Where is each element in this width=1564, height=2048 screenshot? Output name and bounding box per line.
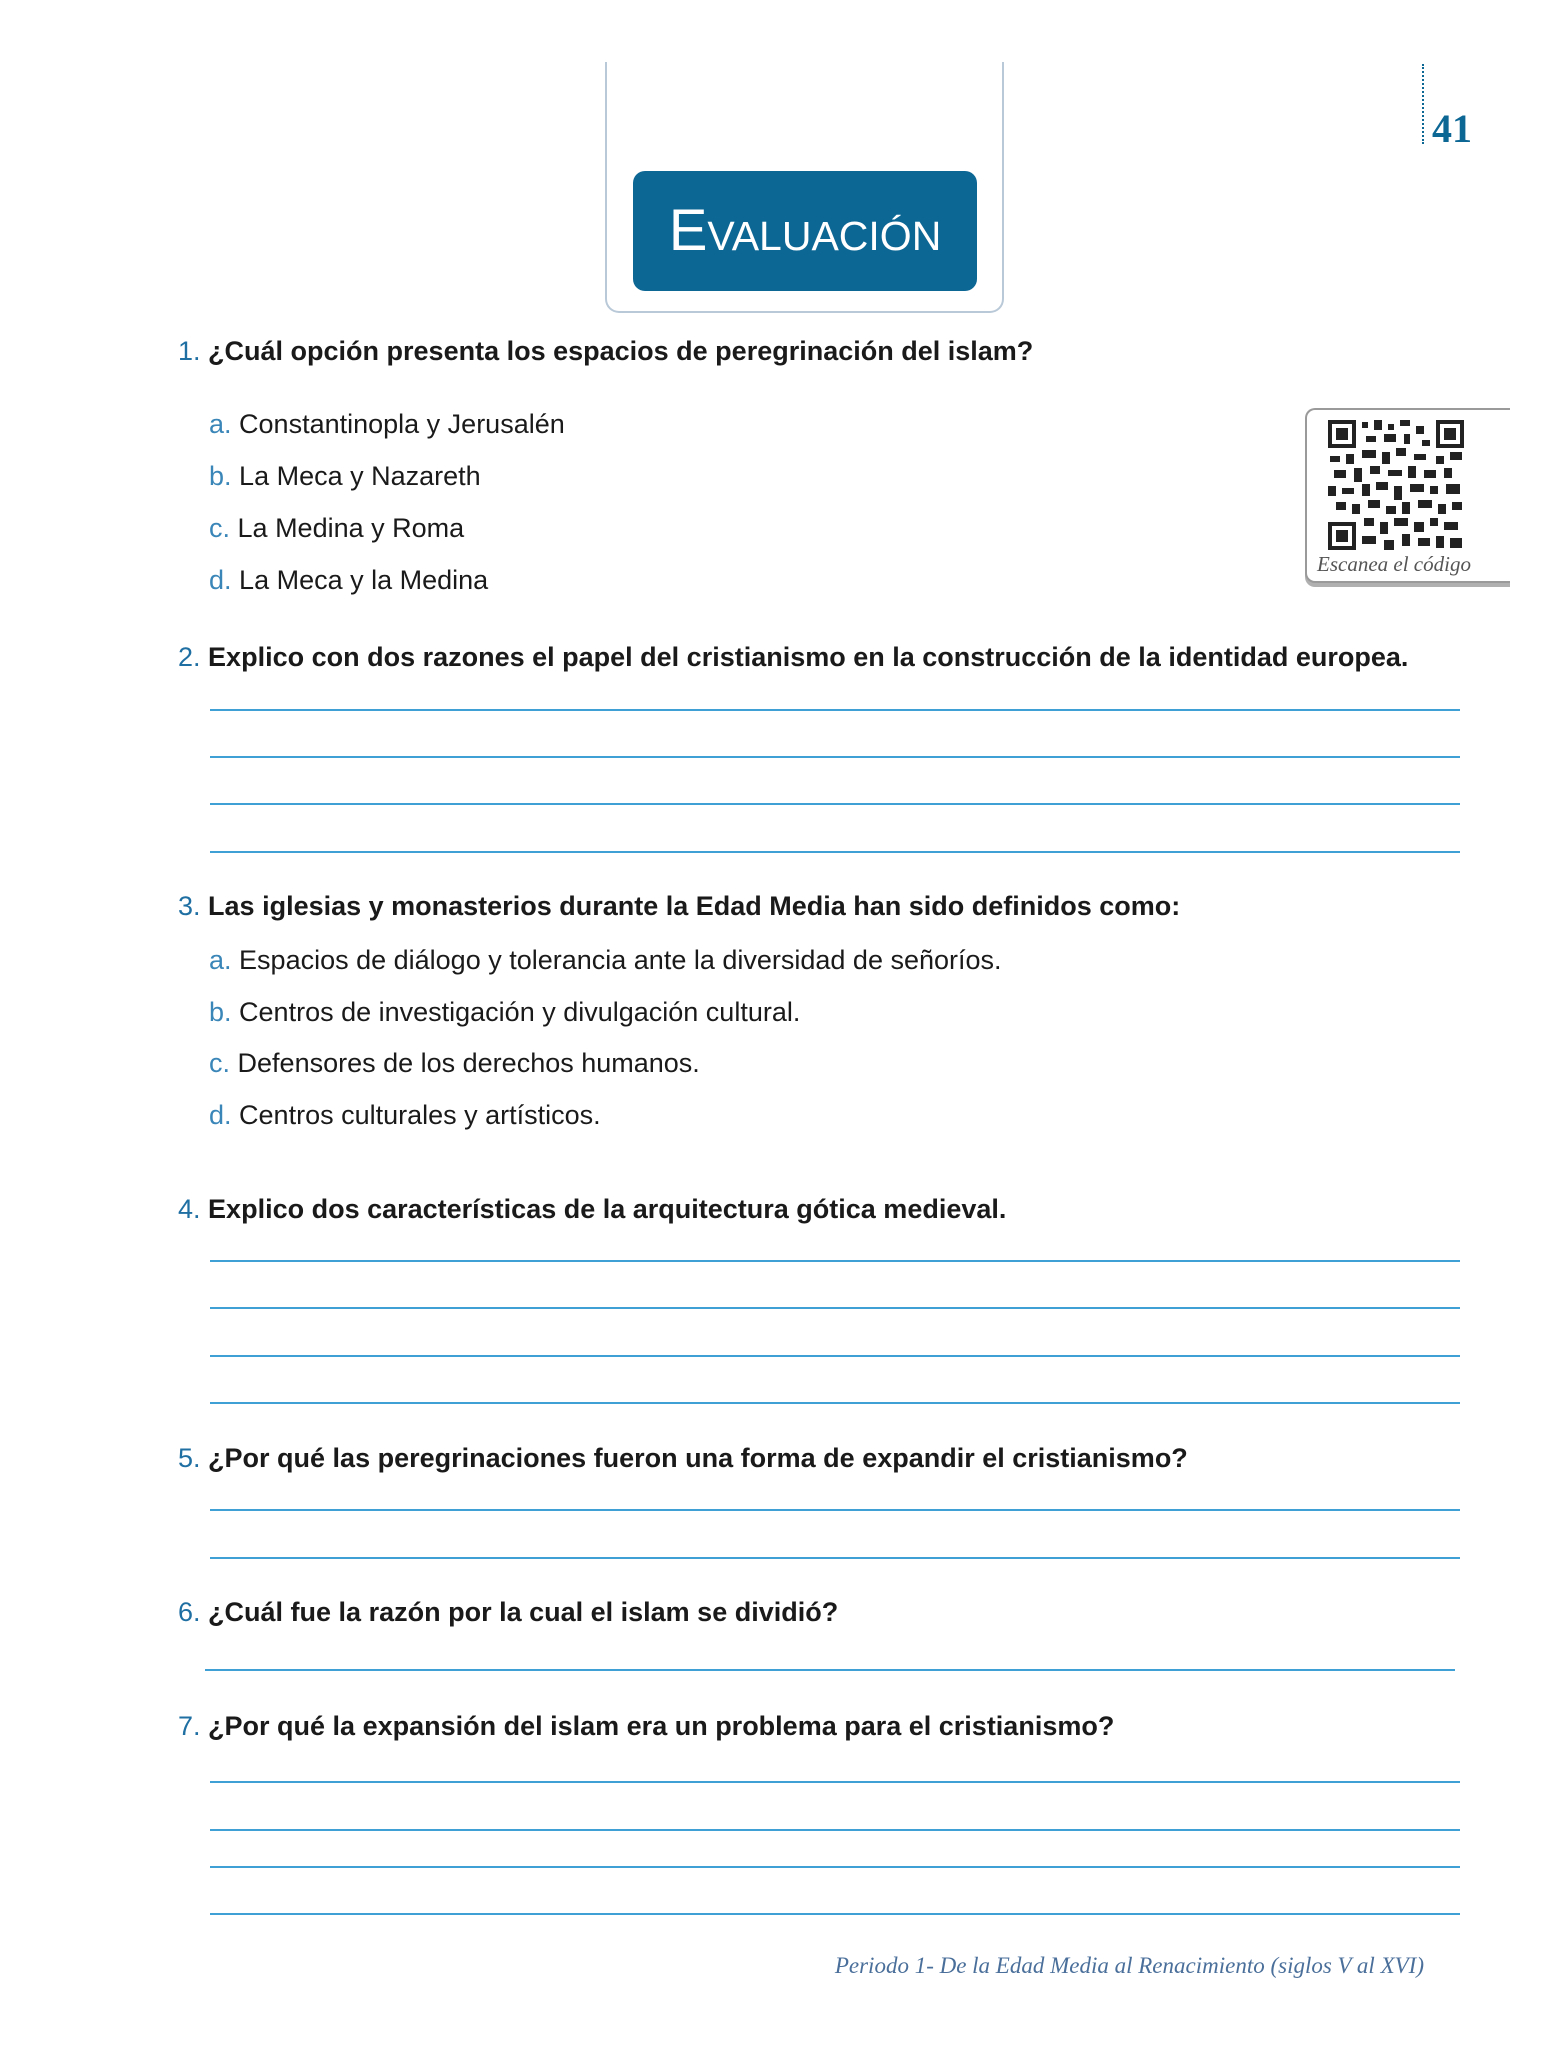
answer-line[interactable] — [210, 851, 1460, 853]
question-5 — [178, 1443, 1188, 1474]
question-7 — [178, 1711, 1114, 1742]
question-1 — [178, 336, 1033, 367]
option-letter: b. — [209, 997, 232, 1027]
option-letter: b. — [209, 461, 232, 491]
answer-line[interactable] — [210, 1402, 1460, 1404]
answer-line[interactable] — [210, 756, 1460, 758]
question-4 — [178, 1194, 1006, 1225]
option-letter: c. — [209, 513, 231, 543]
option-text: La Medina y Roma — [237, 513, 465, 543]
option-1a[interactable] — [209, 409, 565, 440]
answer-line[interactable] — [210, 1509, 1460, 1511]
question-text: Las iglesias y monasterios durante la Edad Media han sido definidos como: — [208, 891, 1181, 921]
question-text: ¿Por qué la expansión del islam era un problema para el cristianismo? — [208, 1711, 1115, 1741]
option-letter: d. — [209, 1100, 232, 1130]
option-letter: d. — [209, 565, 232, 595]
question-text: ¿Cuál fue la razón por la cual el islam se dividió? — [208, 1597, 839, 1627]
option-3b[interactable] — [209, 997, 800, 1028]
question-number: 4. — [178, 1194, 201, 1224]
question-number: 1. — [178, 336, 201, 366]
option-text: Espacios de diálogo y tolerancia ante la diversidad de señoríos. — [239, 945, 1002, 975]
question-3 — [178, 891, 1180, 922]
answer-line[interactable] — [205, 1669, 1455, 1671]
answer-line[interactable] — [210, 1913, 1460, 1915]
qr-caption: Escanea el código — [1317, 552, 1471, 576]
qr-code-card[interactable] — [1305, 408, 1510, 583]
option-1b[interactable] — [209, 461, 481, 492]
question-number: 7. — [178, 1711, 201, 1741]
option-1d[interactable] — [209, 565, 488, 596]
question-text: Explico dos características de la arquitectura gótica medieval. — [208, 1194, 1007, 1224]
page-number-divider — [1422, 64, 1424, 144]
page-title: Evaluación — [668, 198, 942, 263]
answer-line[interactable] — [210, 1557, 1460, 1559]
answer-line[interactable] — [210, 1260, 1460, 1262]
question-6 — [178, 1597, 838, 1628]
option-letter: c. — [209, 1048, 231, 1078]
question-text: ¿Cuál opción presenta los espacios de peregrinación del islam? — [208, 336, 1034, 366]
page-footer: Periodo 1- De la Edad Media al Renacimiento (siglos V al XVI) — [834, 1953, 1424, 1978]
answer-line[interactable] — [210, 1829, 1460, 1831]
answer-line[interactable] — [210, 1307, 1460, 1309]
option-letter: a. — [209, 409, 232, 439]
option-1c[interactable] — [209, 513, 464, 544]
option-3c[interactable] — [209, 1048, 700, 1079]
answer-line[interactable] — [210, 803, 1460, 805]
question-number: 3. — [178, 891, 201, 921]
option-text: Constantinopla y Jerusalén — [239, 409, 565, 439]
qr-code-icon — [1326, 418, 1466, 552]
option-text: Centros culturales y artísticos. — [239, 1100, 601, 1130]
option-text: La Meca y Nazareth — [239, 461, 481, 491]
answer-line[interactable] — [210, 1781, 1460, 1783]
option-text: Defensores de los derechos humanos. — [237, 1048, 700, 1078]
question-number: 6. — [178, 1597, 201, 1627]
question-text: ¿Por qué las peregrinaciones fueron una forma de expandir el cristianismo? — [208, 1443, 1188, 1473]
option-text: Centros de investigación y divulgación cultural. — [239, 997, 801, 1027]
question-2 — [178, 642, 1408, 673]
question-text: Explico con dos razones el papel del cristianismo en la construcción de la identidad europea. — [208, 642, 1409, 672]
option-3a[interactable] — [209, 945, 1002, 976]
page-number: 41 — [1432, 106, 1472, 151]
question-number: 2. — [178, 642, 201, 672]
title-banner — [633, 171, 977, 291]
answer-line[interactable] — [210, 709, 1460, 711]
option-letter: a. — [209, 945, 232, 975]
answer-line[interactable] — [210, 1355, 1460, 1357]
option-3d[interactable] — [209, 1100, 601, 1131]
answer-line[interactable] — [210, 1866, 1460, 1868]
option-text: La Meca y la Medina — [239, 565, 489, 595]
question-number: 5. — [178, 1443, 201, 1473]
